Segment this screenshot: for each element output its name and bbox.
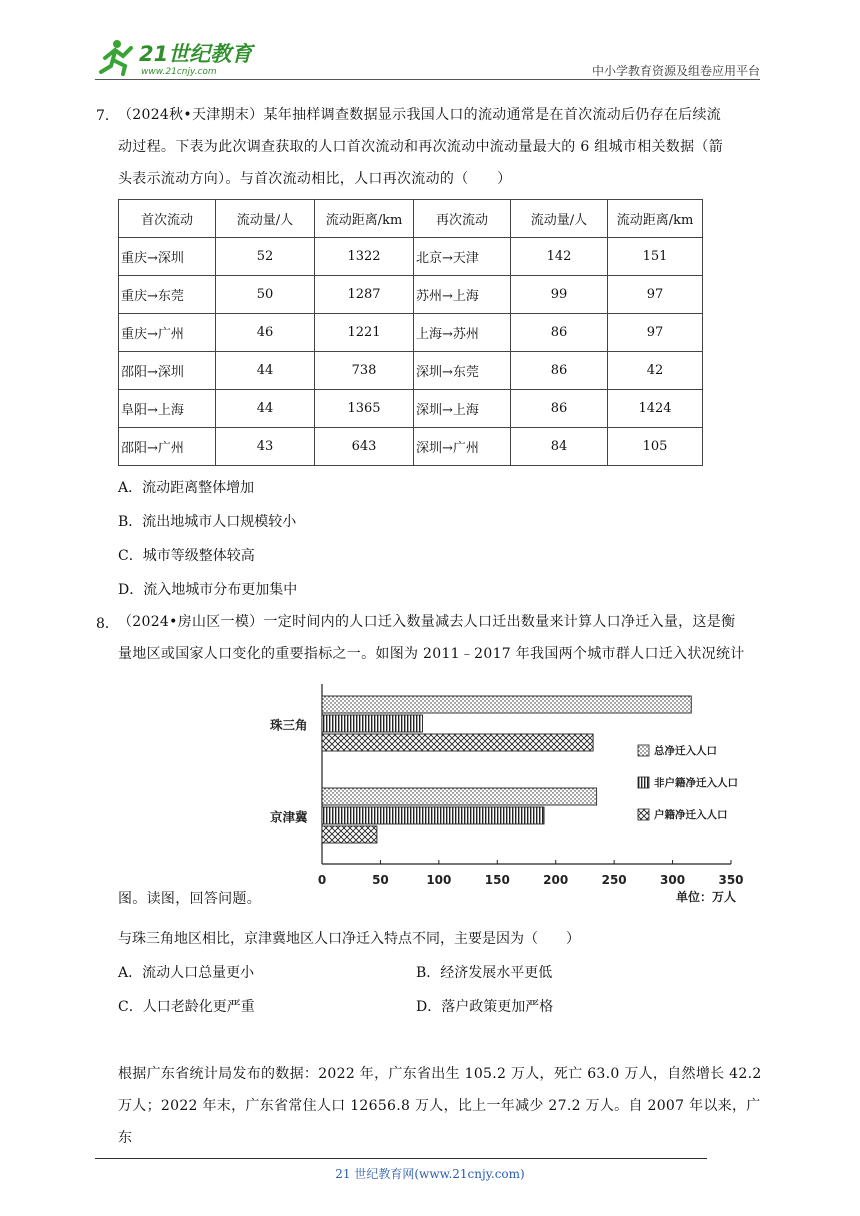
legend-swatch — [638, 777, 649, 788]
bar — [322, 696, 691, 713]
q8-number: 8． — [96, 616, 119, 632]
x-tick-label: 300 — [660, 873, 686, 887]
table-cell: 1365 — [315, 390, 414, 428]
platform-title: 中小学教育资源及组卷应用平台 — [591, 64, 760, 78]
q8-stem-line-1: （2024•房山区一模）一定时间内的人口迁入数量减去人口迁出数量来计算人口净迁入量，这是衡 — [118, 614, 736, 630]
table-cell: 重庆→深圳 — [119, 238, 216, 276]
table-header-cell: 首次流动 — [119, 200, 216, 238]
table-cell: 43 — [216, 428, 315, 466]
x-tick-label: 200 — [543, 873, 569, 887]
table-row — [119, 352, 703, 390]
bar — [322, 807, 544, 824]
q7-stem-line-1: （2024秋•天津期末）某年抽样调查数据显示我国人口的流动通常是在首次流动后仍存在后续流 — [118, 107, 722, 123]
table-cell: 深圳→广州 — [414, 428, 511, 466]
legend-label: 非户籍净迁入人口 — [654, 777, 738, 789]
q7-option-d[interactable]: D．流入地城市分布更加集中 — [118, 582, 298, 598]
table-cell: 97 — [608, 314, 703, 352]
q8-stem-line-3: 图。读图，回答问题。 — [118, 891, 261, 907]
table-cell: 84 — [511, 428, 608, 466]
table-cell: 52 — [216, 238, 315, 276]
table-cell: 重庆→广州 — [119, 314, 216, 352]
x-tick-label: 150 — [484, 873, 510, 887]
table-cell: 阜阳→上海 — [119, 390, 216, 428]
x-tick-label: 0 — [317, 873, 327, 887]
table-cell: 151 — [608, 238, 703, 276]
table-cell: 86 — [511, 352, 608, 390]
table-cell: 86 — [511, 390, 608, 428]
table-cell: 44 — [216, 352, 315, 390]
table-cell: 44 — [216, 390, 315, 428]
category-label: 珠三角 — [270, 717, 308, 733]
table-cell: 北京→天津 — [414, 238, 511, 276]
table-cell: 738 — [315, 352, 414, 390]
logo-21cnjy — [95, 36, 265, 78]
x-tick-label: 100 — [426, 873, 452, 887]
passage-line-1: 根据广东省统计局发布的数据：2022 年，广东省出生 105.2 万人，死亡 63.0 万人，自然增长 42.2 — [118, 1066, 762, 1082]
table-cell: 1287 — [315, 276, 414, 314]
table-cell: 99 — [511, 276, 608, 314]
q8-option-d[interactable]: D．落户政策更加严格 — [416, 999, 554, 1015]
table-row — [119, 428, 703, 466]
table-header-row — [119, 200, 703, 238]
bar — [322, 788, 597, 805]
migration-bar-chart — [266, 678, 766, 914]
table-header-cell: 流动距离/km — [315, 200, 414, 238]
x-tick-label: 250 — [601, 873, 627, 887]
table-cell: 邵阳→深圳 — [119, 352, 216, 390]
table-cell: 1221 — [315, 314, 414, 352]
footer-text: 21 世纪教育网(www.21cnjy.com) — [335, 1167, 525, 1181]
table-header-cell: 再次流动 — [414, 200, 511, 238]
q8-option-a[interactable]: A．流动人口总量更小 — [118, 965, 255, 981]
legend-swatch — [638, 809, 649, 820]
q7-number: 7． — [96, 108, 119, 124]
q8-stem-line-2: 量地区或国家人口变化的重要指标之一。如图为 2011﹣2017 年我国两个城市群人口迁入状况统计 — [118, 646, 745, 662]
bar — [322, 715, 422, 732]
q7-stem-line-3: 头表示流动方向）。与首次流动相比，人口再次流动的（ ） — [118, 171, 512, 187]
unit-label: 单位：万人 — [676, 890, 737, 904]
q7-stem-line-2: 动过程。下表为此次调查获取的人口首次流动和再次流动中流动量最大的 6 组城市相关数据（箭 — [118, 139, 724, 155]
q7-option-b[interactable]: B．流出地城市人口规模较小 — [118, 514, 297, 530]
table-header-cell: 流动量/人 — [511, 200, 608, 238]
table-cell: 苏州→上海 — [414, 276, 511, 314]
table-cell: 86 — [511, 314, 608, 352]
q8-question: 与珠三角地区相比，京津冀地区人口净迁入特点不同，主要是因为（ ） — [118, 931, 580, 947]
logo-subtext: www.21cnjy.com — [141, 67, 217, 77]
q7-option-c[interactable]: C．城市等级整体较高 — [118, 548, 255, 564]
table-cell: 深圳→东莞 — [414, 352, 511, 390]
table-cell: 97 — [608, 276, 703, 314]
q8-stem — [118, 606, 766, 670]
table-row — [119, 276, 703, 314]
q7-option-a[interactable]: A．流动距离整体增加 — [118, 480, 255, 496]
passage — [118, 1058, 766, 1154]
x-tick-label: 50 — [372, 873, 389, 887]
logo-text: 21世纪教育 — [139, 42, 253, 66]
table-cell: 643 — [315, 428, 414, 466]
table-cell: 142 — [511, 238, 608, 276]
footer-divider — [95, 1158, 707, 1159]
table-row — [119, 390, 703, 428]
q8-option-b[interactable]: B．经济发展水平更低 — [416, 965, 553, 981]
table-cell: 46 — [216, 314, 315, 352]
table-cell: 邵阳→广州 — [119, 428, 216, 466]
header-divider — [95, 79, 760, 80]
bar — [322, 826, 377, 843]
category-label: 京津冀 — [270, 809, 308, 825]
migration-table — [118, 199, 703, 466]
table-row — [119, 238, 703, 276]
legend-swatch — [638, 745, 649, 756]
table-cell: 重庆→东莞 — [119, 276, 216, 314]
legend-label: 户籍净迁入人口 — [654, 809, 728, 821]
table-cell: 上海→苏州 — [414, 314, 511, 352]
page-header — [95, 36, 760, 80]
table-row — [119, 314, 703, 352]
table-cell: 深圳→上海 — [414, 390, 511, 428]
bar — [322, 734, 593, 751]
table-cell: 105 — [608, 428, 703, 466]
legend-label: 总净迁入人口 — [654, 745, 717, 757]
table-cell: 1322 — [315, 238, 414, 276]
table-header-cell: 流动距离/km — [608, 200, 703, 238]
x-tick-label: 350 — [718, 873, 744, 887]
table-cell: 50 — [216, 276, 315, 314]
passage-line-2: 万人；2022 年末，广东省常住人口 12656.8 万人，比上一年减少 27.2 万人。自 2007 年以来，广东 — [118, 1098, 761, 1146]
table-cell: 1424 — [608, 390, 703, 428]
table-cell: 42 — [608, 352, 703, 390]
q7-stem — [118, 99, 766, 195]
table-header-cell: 流动量/人 — [216, 200, 315, 238]
q8-option-c[interactable]: C．人口老龄化更严重 — [118, 999, 255, 1015]
